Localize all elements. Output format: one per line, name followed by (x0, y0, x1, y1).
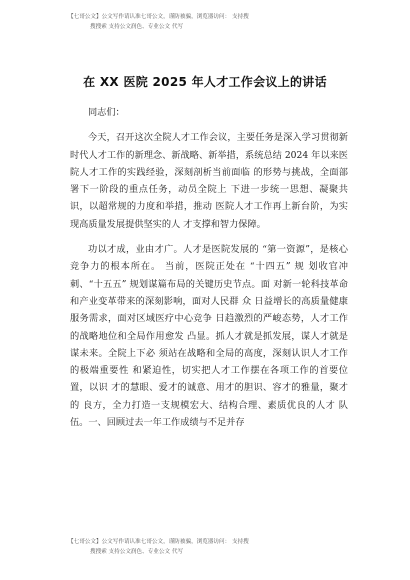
paragraph-1: 今天，召开这次全院人才工作会议，主要任务是深入学习贯彻新时代人才工作的新理念、新战略、新举措，系统总结 2024 年以来医院人才工作的实践经验，深刻剖析当前面临 的形势与挑战，全面部署下一阶段的重点任务，动员全院上 下进一步统一思想、凝聚共识，以超常规的力度和举措，推动 医院人才工作再上新台阶，为实现高质量发展提供坚实的人 才支撑和智力保障。 (70, 132, 348, 230)
document-body (70, 104, 348, 439)
salutation: 同志们： (88, 107, 125, 118)
header-line-2: 搜搜索 支持公文润色、专业公文 代写 (90, 24, 184, 30)
document-title: 在 XX 医院 2025 年人才工作会议上的讲话 (83, 75, 327, 89)
page-footer (68, 537, 368, 557)
page-header (68, 12, 368, 32)
footer-line-2: 搜搜索 支持公文润色、专业公文 代写 (90, 549, 184, 555)
footer-line-1: 【七哥公文】公文写作请认准七哥公文，谨防被骗，浏览器访问： 支持搜 (68, 539, 249, 545)
paragraph-2: 功以才成，业由才广。人才是医院发展的 “第一资源”，是核心竞争力的根本所在。 当前，医院正处在 “十四五” 规 划收官冲刺、“十五五” 规划谋篇布局的关键历史节点。面 对新一轮科技革命和产业变革带来的深刻影响，面对人民群 众 日益增长的高质量健康服务需求，面对区域医疗中心竞争 日趋激烈的严峻态势，人才工作的战略地位和全局作用愈发 凸显。抓人才就是抓发展，谋人才就是谋未来。全院上下必 须站在战略和全局的高度，深刻认识人才工作的极端重要性 和紧迫性，切实把人才工作摆在各项工作的首要位置，以识 才的慧眼、爱才的诚意、用才的胆识、容才的雅量，聚才的 良方，全力打造一支规模宏大、结构合理、素质优良的人才 队伍。一、回顾过去一年工作成绩与不足并存 (70, 244, 348, 429)
header-line-1: 【七哥公文】公文写作请认准七哥公文，谨防被骗，浏览器访问： 支持搜 (68, 14, 249, 20)
